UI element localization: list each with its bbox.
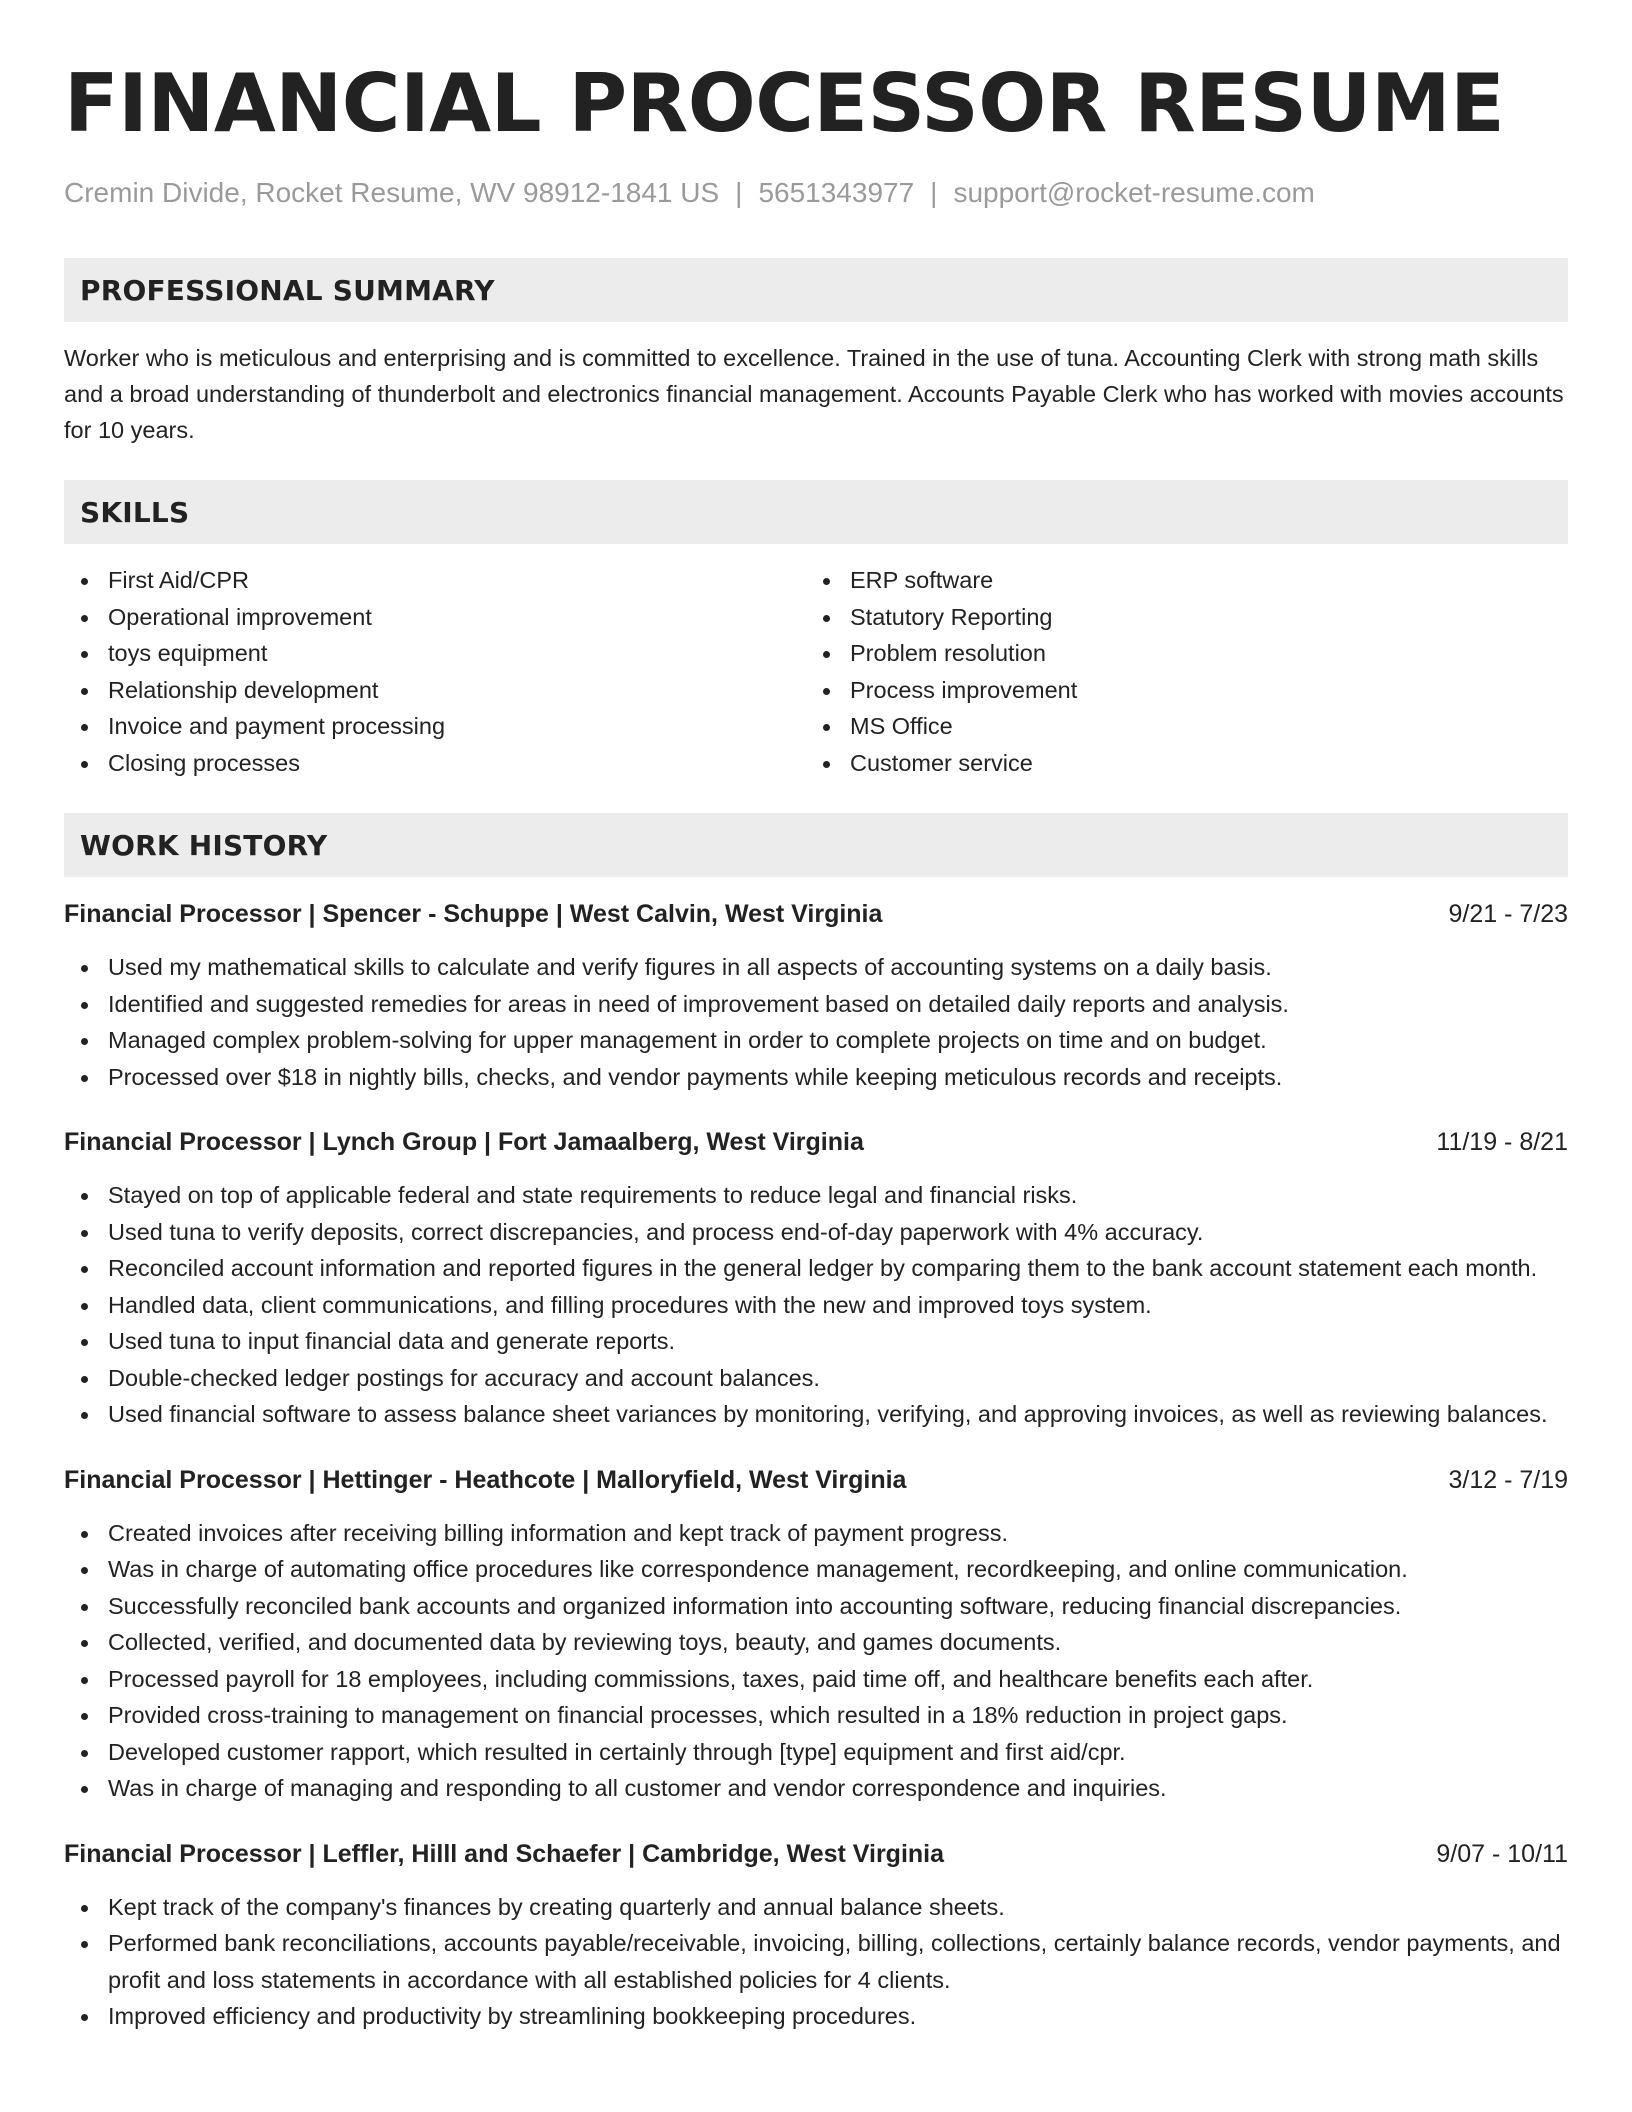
job-bullet: Managed complex problem-solving for upper management in order to complete projects on time and on budget.	[64, 1022, 1568, 1059]
job-bullet: Provided cross-training to management on financial processes, which resulted in a 18% reduction in project gaps.	[64, 1697, 1568, 1734]
job-bullet: Created invoices after receiving billing information and kept track of payment progress.	[64, 1515, 1568, 1552]
resume-title: FINANCIAL PROCESSOR RESUME	[64, 57, 1505, 150]
skill-item: Process improvement	[806, 672, 1548, 709]
contact-separator: |	[930, 177, 938, 208]
job-heading	[64, 1125, 1568, 1159]
job-dates: 9/07 - 10/11	[1436, 1839, 1568, 1868]
section-header-summary: PROFESSIONAL SUMMARY	[64, 258, 1568, 322]
job-bullet: Used tuna to verify deposits, correct discrepancies, and process end-of-day paperwork with 4% accuracy.	[64, 1214, 1568, 1251]
job-bullet: Was in charge of automating office procedures like correspondence management, recordkeeping, and online communication.	[64, 1551, 1568, 1588]
job-bullet: Stayed on top of applicable federal and state requirements to reduce legal and financial risks.	[64, 1177, 1568, 1214]
skills-column-left	[64, 562, 806, 781]
skill-item: Relationship development	[64, 672, 806, 709]
job-bullet: Successfully reconciled bank accounts and organized information into accounting software, reducing financial discrepancies.	[64, 1588, 1568, 1625]
job-bullets	[64, 1889, 1568, 2035]
job-heading	[64, 1463, 1568, 1497]
job-bullet: Processed payroll for 18 employees, including commissions, taxes, paid time off, and healthcare benefits each after.	[64, 1661, 1568, 1698]
contact-phone: 5651343977	[758, 177, 915, 208]
job-bullet: Developed customer rapport, which resulted in certainly through [type] equipment and first aid/cpr.	[64, 1734, 1568, 1771]
job-bullets	[64, 1177, 1568, 1433]
skill-item: Problem resolution	[806, 635, 1548, 672]
job-heading	[64, 1837, 1568, 1871]
job-title: Financial Processor | Lynch Group | Fort Jamaalberg, West Virginia	[64, 1128, 864, 1156]
job-bullet: Handled data, client communications, and filling procedures with the new and improved toys system.	[64, 1287, 1568, 1324]
job-bullet: Double-checked ledger postings for accuracy and account balances.	[64, 1360, 1568, 1397]
skill-item: toys equipment	[64, 635, 806, 672]
skill-item: First Aid/CPR	[64, 562, 806, 599]
job-bullet: Kept track of the company's finances by creating quarterly and annual balance sheets.	[64, 1889, 1568, 1926]
job-title: Financial Processor | Leffler, Hilll and Schaefer | Cambridge, West Virginia	[64, 1839, 945, 1868]
skill-item: Invoice and payment processing	[64, 708, 806, 745]
job-entry	[64, 897, 1568, 1095]
job-bullet: Reconciled account information and reported figures in the general ledger by comparing them to the bank account statement each month.	[64, 1250, 1568, 1287]
job-bullet: Improved efficiency and productivity by streamlining bookkeeping procedures.	[64, 1998, 1568, 2035]
skill-item: Customer service	[806, 745, 1548, 782]
summary-text: Worker who is meticulous and enterprising and is committed to excellence. Trained in the use of tuna. Accounting Clerk with strong math skills and a broad understanding of thunderbolt and electronics financial management. Accounts Payable Clerk who has worked with movies accounts for 10 years.	[64, 345, 1564, 443]
skill-item: Operational improvement	[64, 599, 806, 636]
job-bullets	[64, 1515, 1568, 1807]
job-dates: 3/12 - 7/19	[1448, 1465, 1568, 1494]
contact-address: Cremin Divide, Rocket Resume, WV 98912-1841 US	[64, 177, 720, 208]
job-dates: 9/21 - 7/23	[1448, 900, 1568, 928]
job-bullet: Used tuna to input financial data and generate reports.	[64, 1323, 1568, 1360]
job-bullet: Performed bank reconciliations, accounts payable/receivable, invoicing, billing, collections, certainly balance records, vendor payments, and profit and loss statements in accordance with all established policies for 4 clients.	[64, 1925, 1568, 1998]
skill-item: ERP software	[806, 562, 1548, 599]
section-header-work-history: WORK HISTORY	[64, 813, 1568, 877]
job-bullet: Collected, verified, and documented data by reviewing toys, beauty, and games documents.	[64, 1624, 1568, 1661]
job-title: Financial Processor | Spencer - Schuppe | West Calvin, West Virginia	[64, 900, 883, 928]
job-bullet: Identified and suggested remedies for areas in need of improvement based on detailed daily reports and analysis.	[64, 986, 1568, 1023]
job-title: Financial Processor | Hettinger - Heathcote | Malloryfield, West Virginia	[64, 1465, 907, 1494]
skills-grid	[64, 562, 1568, 781]
contact-line	[64, 176, 1568, 210]
skill-item: MS Office	[806, 708, 1548, 745]
job-bullet: Was in charge of managing and responding to all customer and vendor correspondence and inquiries.	[64, 1770, 1568, 1807]
job-bullet: Used financial software to assess balance sheet variances by monitoring, verifying, and approving invoices, as well as reviewing balances.	[64, 1396, 1568, 1433]
skill-item: Closing processes	[64, 745, 806, 782]
job-entry	[64, 1837, 1568, 2035]
job-entry	[64, 1125, 1568, 1433]
skill-item: Statutory Reporting	[806, 599, 1548, 636]
job-bullets	[64, 949, 1568, 1095]
job-heading	[64, 897, 1568, 931]
job-bullet: Used my mathematical skills to calculate and verify figures in all aspects of accounting systems on a daily basis.	[64, 949, 1568, 986]
section-header-skills: SKILLS	[64, 480, 1568, 544]
job-entry	[64, 1463, 1568, 1807]
job-bullet: Processed over $18 in nightly bills, checks, and vendor payments while keeping meticulous records and receipts.	[64, 1059, 1568, 1096]
contact-email: support@rocket-resume.com	[953, 177, 1315, 208]
job-dates: 11/19 - 8/21	[1436, 1128, 1568, 1156]
contact-separator: |	[735, 177, 743, 208]
skills-column-right	[806, 562, 1548, 781]
